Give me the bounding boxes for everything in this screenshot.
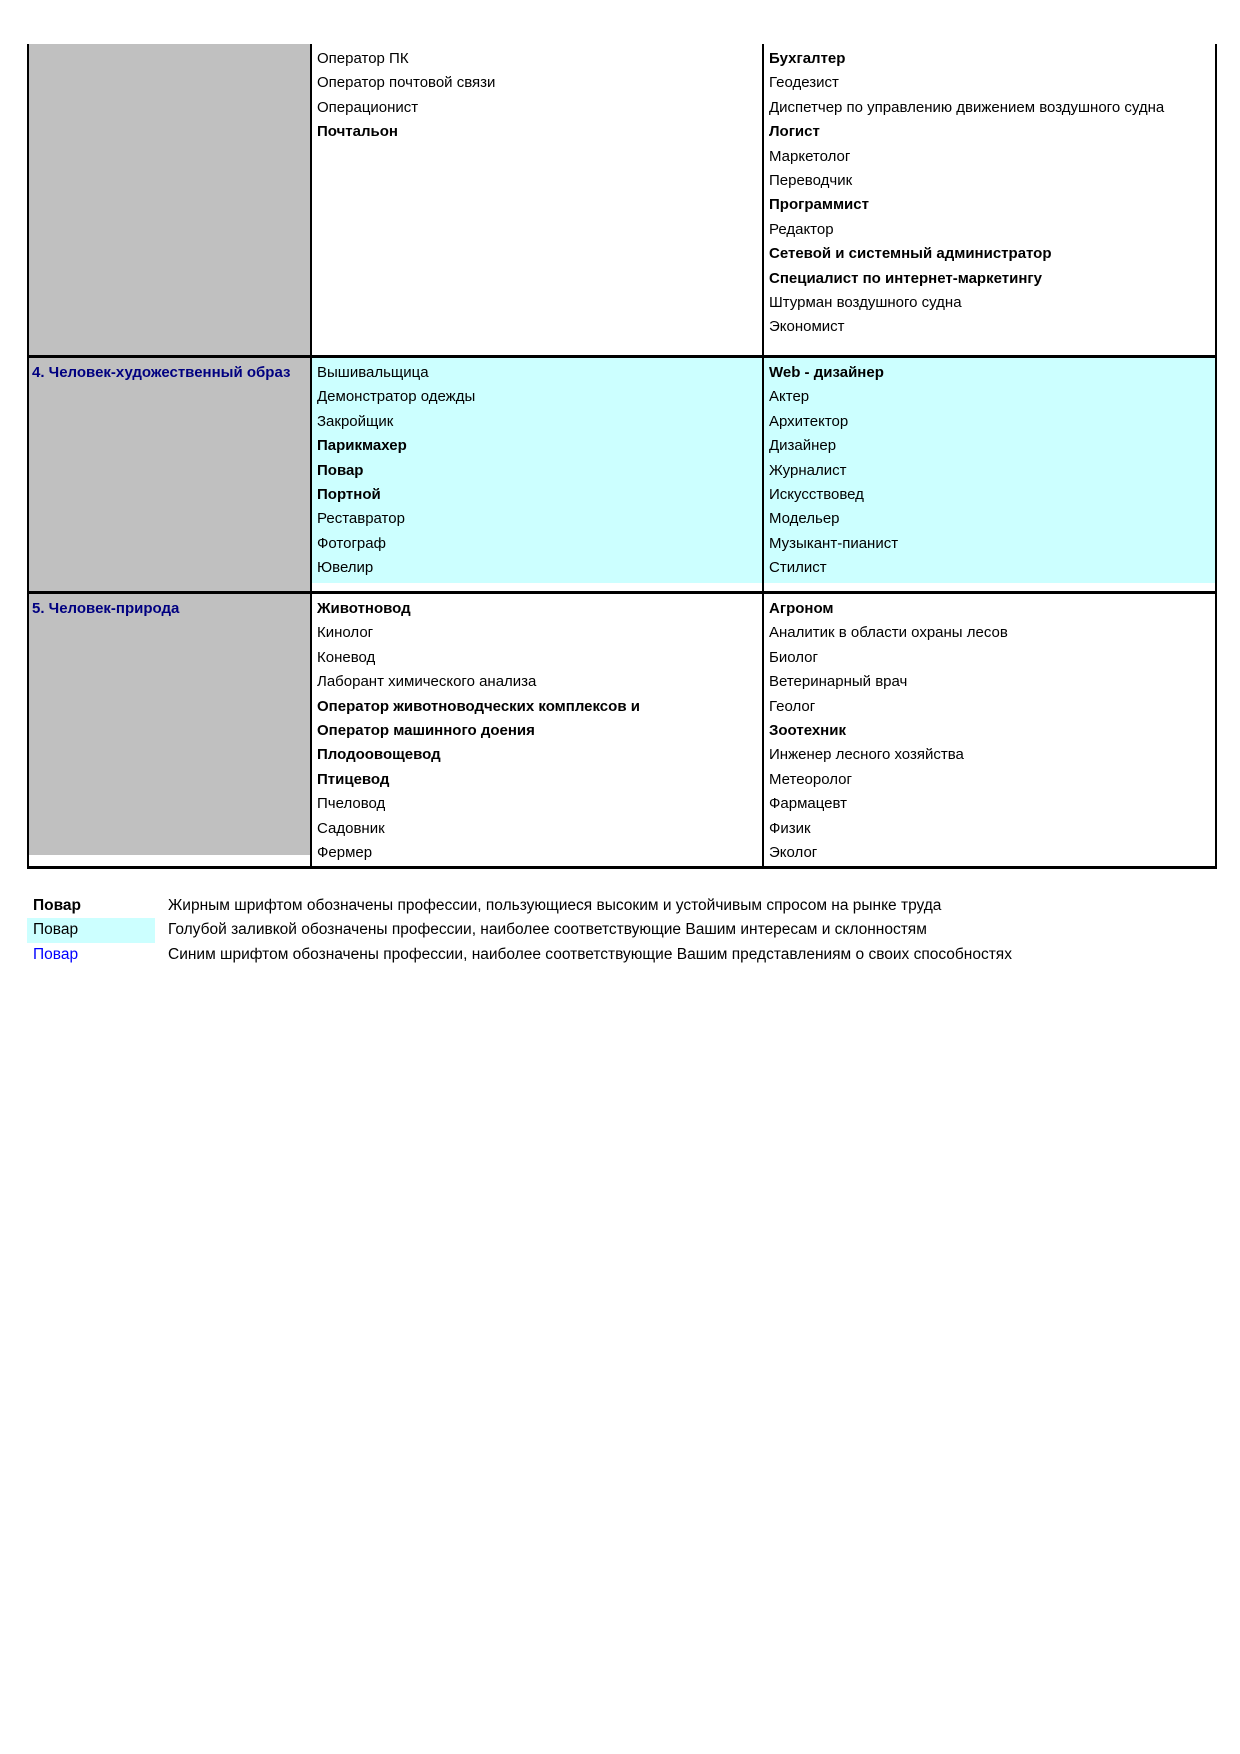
profession-item: Повар <box>317 461 364 479</box>
profession-item: Вышивальщица <box>317 364 429 381</box>
legend-row <box>27 894 1213 918</box>
category-fill <box>29 594 310 855</box>
profession-list <box>312 44 762 145</box>
profession-item: Редактор <box>769 220 834 238</box>
profession-item: Актер <box>769 388 810 406</box>
category-cell <box>29 594 310 866</box>
profession-item: Модельер <box>769 510 840 528</box>
profession-column <box>762 594 1215 866</box>
profession-item: Переводчик <box>769 172 853 190</box>
profession-item: Метеоролог <box>769 770 852 788</box>
profession-list <box>312 358 762 583</box>
profession-item: Садовник <box>317 819 385 837</box>
profession-item: Агроном <box>769 600 834 617</box>
category-fill <box>29 358 310 591</box>
profession-item: Логист <box>769 123 820 141</box>
legend-sample-text: Повар <box>33 897 82 914</box>
legend <box>27 894 1213 967</box>
legend-sample-text: Повар <box>27 918 155 942</box>
category-cell <box>29 358 310 591</box>
legend-row <box>27 943 1213 967</box>
table-section <box>29 358 1215 594</box>
profession-item: Фермер <box>317 844 373 862</box>
profession-item: Биолог <box>769 648 818 666</box>
profession-item: Ветеринарный врач <box>769 673 908 691</box>
profession-item: Птицевод <box>317 770 390 788</box>
category-label: 5. Человек-природа <box>32 600 180 617</box>
profession-column <box>310 44 762 355</box>
profession-item: Архитектор <box>769 412 849 430</box>
profession-item: Почтальон <box>317 123 398 141</box>
profession-item: Сетевой и системный администратор <box>769 245 1052 263</box>
profession-item: Геолог <box>769 697 816 715</box>
profession-item: Закройщик <box>317 412 394 430</box>
profession-column <box>762 358 1215 591</box>
profession-column <box>310 358 762 591</box>
profession-item: Специалист по интернет-маркетингу <box>769 269 1042 287</box>
profession-item: Пчеловод <box>317 795 386 813</box>
profession-item: Кинолог <box>317 624 374 642</box>
profession-item: Программист <box>769 196 869 214</box>
profession-table <box>27 44 1217 869</box>
profession-item: Портной <box>317 486 381 504</box>
profession-list <box>312 594 762 865</box>
profession-item: Операционист <box>317 98 419 116</box>
profession-item: Оператор животноводческих комплексов и <box>317 697 640 715</box>
profession-item: Лаборант химического анализа <box>317 673 537 691</box>
profession-item: Журналист <box>769 461 847 479</box>
profession-item: Демонстратор одежды <box>317 388 476 406</box>
profession-item: Зоотехник <box>769 722 846 740</box>
legend-row <box>27 918 1213 942</box>
legend-description: Жирным шрифтом обозначены профессии, пользующиеся высоким и устойчивым спросом на рынке труда <box>168 897 942 914</box>
profession-column <box>310 594 762 866</box>
profession-item: Эколог <box>769 844 818 862</box>
profession-item: Парикмахер <box>317 437 407 455</box>
profession-item: Маркетолог <box>769 147 851 165</box>
profession-item: Стилист <box>769 559 827 577</box>
profession-column <box>762 44 1215 355</box>
profession-item: Дизайнер <box>769 437 837 455</box>
category-label: 4. Человек-художественный образ <box>32 364 291 381</box>
legend-sample-highlight <box>27 918 168 942</box>
legend-sample-text: Повар <box>33 945 79 963</box>
profession-item: Плодоовощевод <box>317 746 441 764</box>
profession-item: Диспетчер по управлению движением воздушного судна <box>769 98 1165 116</box>
profession-item: Фотограф <box>317 534 386 552</box>
category-fill <box>29 44 310 355</box>
profession-item: Оператор машинного доения <box>317 722 535 740</box>
profession-item: Оператор ПК <box>317 50 409 67</box>
profession-item: Оператор почтовой связи <box>317 74 496 92</box>
profession-item: Реставратор <box>317 510 405 528</box>
profession-item: Инженер лесного хозяйства <box>769 746 964 764</box>
profession-item: Web - дизайнер <box>769 364 884 381</box>
profession-item: Коневод <box>317 648 376 666</box>
table-section <box>29 594 1215 869</box>
profession-item: Экономист <box>769 318 845 336</box>
profession-item: Физик <box>769 819 811 837</box>
profession-item: Геодезист <box>769 74 839 92</box>
table-section <box>29 44 1215 358</box>
profession-list <box>764 358 1215 583</box>
category-cell <box>29 44 310 355</box>
profession-item: Музыкант-пианист <box>769 534 899 552</box>
profession-item: Животновод <box>317 600 411 617</box>
legend-sample-blue <box>27 943 168 967</box>
legend-description: Синим шрифтом обозначены профессии, наиболее соответствующие Вашим представлениям о своих способностях <box>168 945 1012 963</box>
profession-item: Бухгалтер <box>769 50 846 67</box>
legend-description: Голубой заливкой обозначены профессии, наиболее соответствующие Вашим интересам и склонностям <box>168 921 927 939</box>
profession-list <box>764 594 1215 865</box>
profession-item: Штурман воздушного судна <box>769 294 962 312</box>
legend-sample-bold <box>27 894 168 918</box>
profession-item: Аналитик в области охраны лесов <box>769 624 1008 642</box>
profession-item: Искусствовед <box>769 486 864 504</box>
profession-list <box>764 44 1215 340</box>
profession-item: Ювелир <box>317 559 374 577</box>
profession-item: Фармацевт <box>769 795 848 813</box>
